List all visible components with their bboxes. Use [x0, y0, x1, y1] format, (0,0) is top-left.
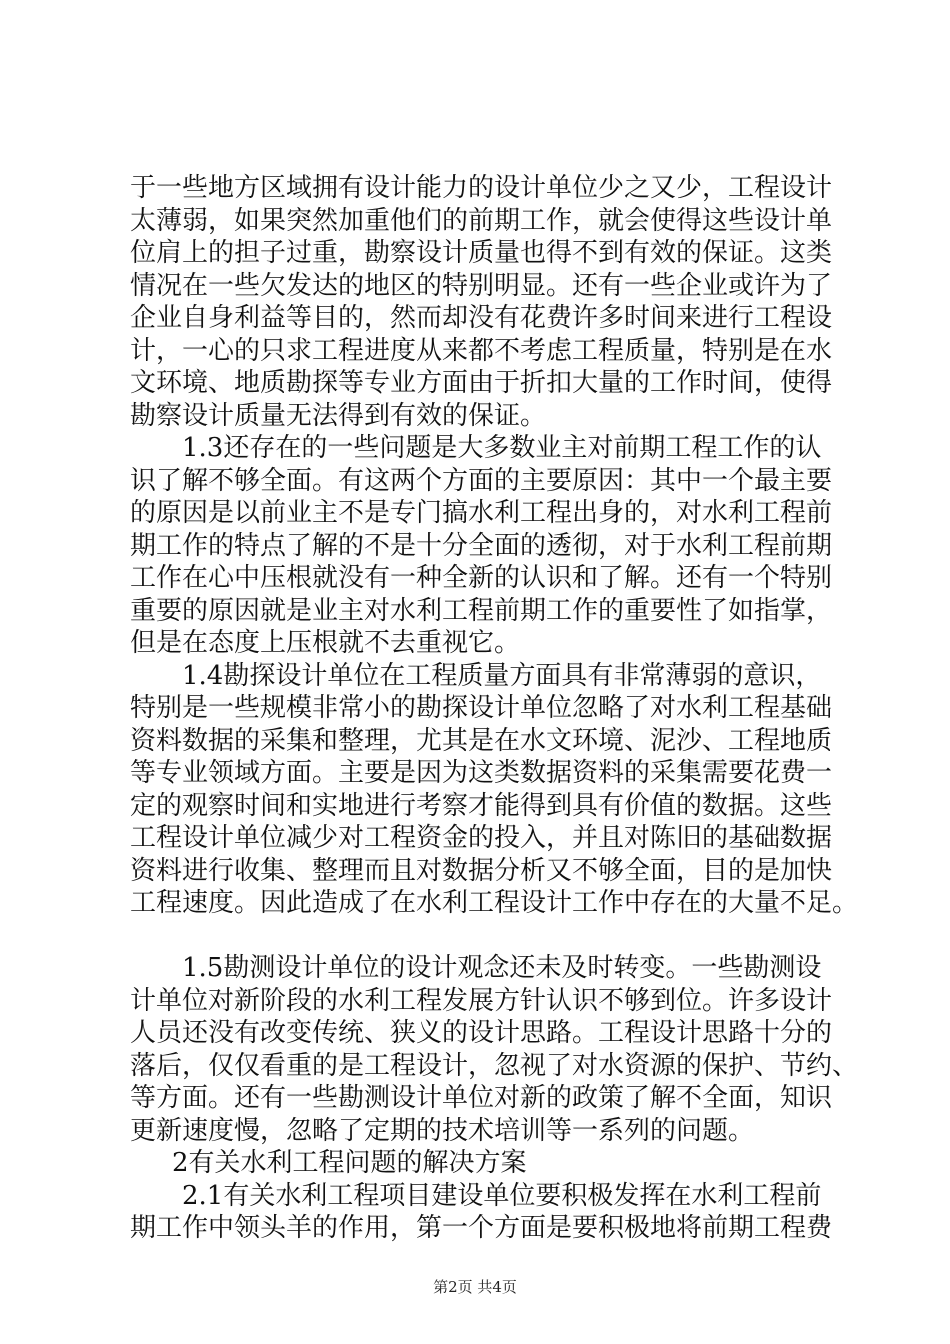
paragraph-line: 但是在态度上压根就不去重视它。	[130, 628, 521, 658]
paragraph-2-1-first-line: 2.1有关水利工程项目建设单位要积极发挥在水利工程前	[182, 1180, 822, 1211]
paragraph-line: 更新速度慢，忽略了定期的技术培训等一系列的问题。	[130, 1115, 755, 1146]
paragraph-line: 计单位对新阶段的水利工程发展方针认识不够到位。许多设计	[130, 985, 833, 1016]
paragraph-line: 工程设计单位减少对工程资金的投入，并且对陈旧的基础数据	[130, 823, 833, 853]
paragraph-1-4-first-line: 1.4勘探设计单位在工程质量方面具有非常薄弱的意识，	[182, 660, 822, 691]
section-heading: 2有关水利工程问题的解决方案	[172, 1148, 527, 1178]
paragraph-line: 勘察设计质量无法得到有效的保证。	[130, 400, 547, 431]
paragraph-line: 识了解不够全面。有这两个方面的主要原因：其中一个最主要	[130, 465, 833, 496]
paragraph-line: 位肩上的担子过重，勘察设计质量也得不到有效的保证。这类	[130, 238, 833, 268]
paragraph-line: 人员还没有改变传统、狭义的设计思路。工程设计思路十分的	[130, 1018, 833, 1048]
paragraph-line: 于一些地方区域拥有设计能力的设计单位少之又少，工程设计	[130, 173, 833, 203]
paragraph-line: 太薄弱，如果突然加重他们的前期工作，就会使得这些设计单	[130, 205, 833, 236]
paragraph-line: 文环境、地质勘探等专业方面由于折扣大量的工作时间，使得	[130, 368, 833, 398]
paragraph-line: 期工作中领头羊的作用，第一个方面是要积极地将前期工程费	[130, 1213, 833, 1243]
page-footer: 第2页 共4页	[433, 1278, 517, 1296]
paragraph-line: 落后，仅仅看重的是工程设计，忽视了对水资源的保护、节约、	[130, 1050, 859, 1081]
blank-line	[130, 920, 846, 953]
paragraph-line: 的原因是以前业主不是专门搞水利工程出身的，对水利工程前	[130, 498, 833, 528]
paragraph-line: 工程速度。因此造成了在水利工程设计工作中存在的大量不足。	[130, 888, 859, 918]
paragraph-line: 定的观察时间和实地进行考察才能得到具有价值的数据。这些	[130, 790, 833, 821]
paragraph-line: 工作在心中压根就没有一种全新的认识和了解。还有一个特别	[130, 563, 833, 593]
paragraph-1-5-first-line: 1.5勘测设计单位的设计观念还未及时转变。一些勘测设	[182, 953, 822, 983]
paragraph-line: 计，一心的只求工程进度从来都不考虑工程质量，特别是在水	[130, 335, 833, 366]
paragraph-line: 等方面。还有一些勘测设计单位对新的政策了解不全面，知识	[130, 1083, 833, 1113]
paragraph-line: 期工作的特点了解的不是十分全面的透彻，对于水利工程前期	[130, 530, 833, 561]
document-body	[130, 172, 859, 1245]
paragraph-line: 情况在一些欠发达的地区的特别明显。还有一些企业或许为了	[130, 270, 833, 301]
paragraph-line: 企业自身利益等目的，然而却没有花费许多时间来进行工程设	[130, 303, 833, 333]
paragraph-line: 等专业领域方面。主要是因为这类数据资料的采集需要花费一	[130, 758, 833, 788]
paragraph-line: 重要的原因就是业主对水利工程前期工作的重要性了如指掌，	[130, 595, 833, 626]
paragraph-line: 资料进行收集、整理而且对数据分析又不够全面，目的是加快	[130, 855, 833, 886]
paragraph-line: 资料数据的采集和整理，尤其是在水文环境、泥沙、工程地质	[130, 725, 833, 756]
paragraph-1-3-first-line: 1.3还存在的一些问题是大多数业主对前期工程工作的认	[182, 433, 822, 463]
paragraph-line: 特别是一些规模非常小的勘探设计单位忽略了对水利工程基础	[130, 693, 833, 723]
